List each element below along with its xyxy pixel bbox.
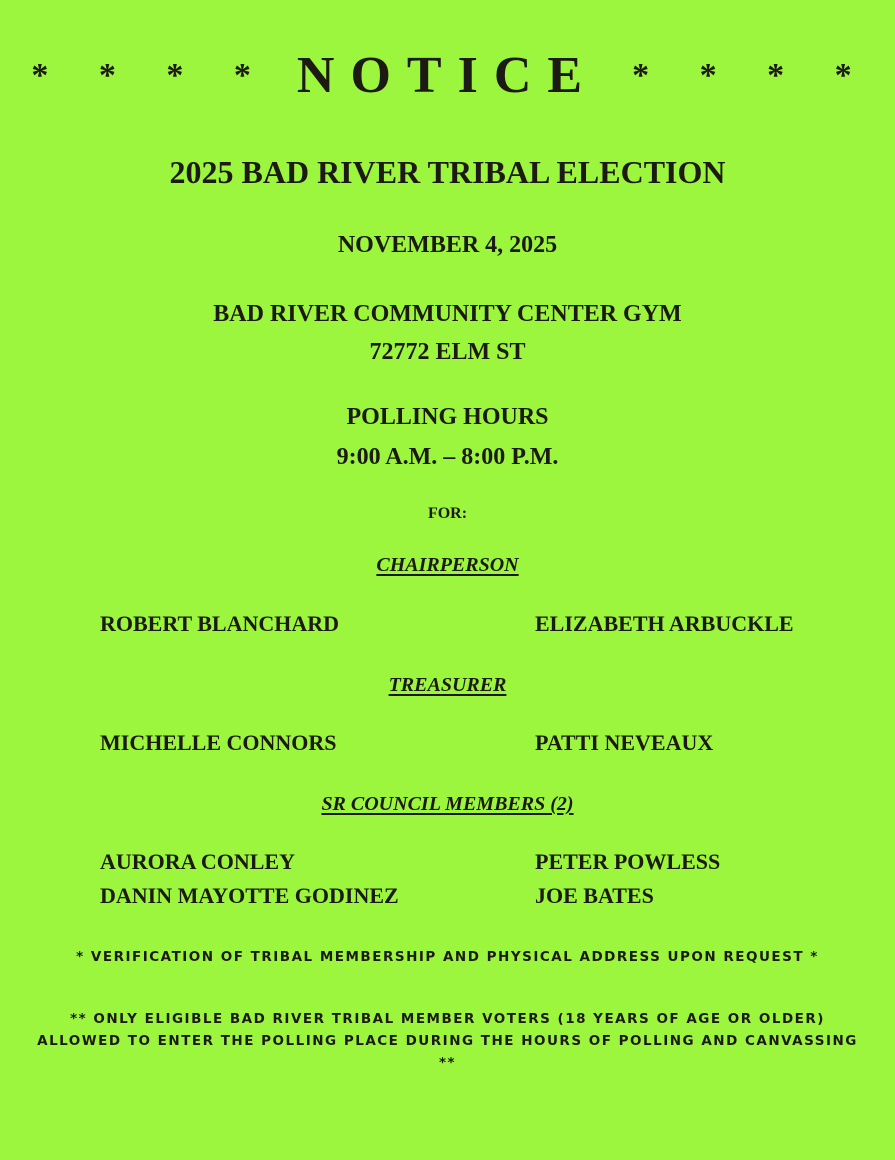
election-title: 2025 BAD RIVER TRIBAL ELECTION [169,154,726,190]
candidate-name: ROBERT BLANCHARD [100,611,340,636]
eligibility-note: ** ONLY ELIGIBLE BAD RIVER TRIBAL MEMBER VOTERS (18 YEARS OF AGE OR OLDER) ALLOWED TO ENTER THE POLLING PLACE DURING THE HOURS OF POLLING AND CANVASSING ** [37,1011,858,1071]
candidate-name: PATTI NEVEAUX [535,730,714,755]
office-title-treasurer: TREASURER [388,674,507,696]
notice-headline [0,46,895,106]
candidate-name: PETER POWLESS [535,849,721,874]
office-title-sr-council: SR COUNCIL MEMBERS (2) [321,793,574,815]
stars-left: * * * * [31,57,263,94]
candidate-name: DANIN MAYOTTE GODINEZ [100,883,399,908]
candidate-name: ELIZABETH ARBUCKLE [535,611,794,636]
candidate-name: MICHELLE CONNORS [100,730,337,755]
stars-right: * * * * [632,57,864,94]
candidate-name: JOE BATES [535,883,654,908]
verification-note: * VERIFICATION OF TRIBAL MEMBERSHIP AND PHYSICAL ADDRESS UPON REQUEST * [76,949,819,965]
office-title-chairperson: CHAIRPERSON [376,554,519,576]
for-label: FOR: [427,505,468,522]
polling-hours-value: 9:00 A.M. – 8:00 P.M. [336,444,559,470]
election-date: NOVEMBER 4, 2025 [337,232,558,258]
location-name: BAD RIVER COMMUNITY CENTER GYM [213,301,682,327]
candidate-name: AURORA CONLEY [100,849,295,874]
location-address: 72772 ELM ST [369,339,526,365]
notice-word: NOTICE [296,47,599,104]
polling-hours-label: POLLING HOURS [346,404,549,430]
